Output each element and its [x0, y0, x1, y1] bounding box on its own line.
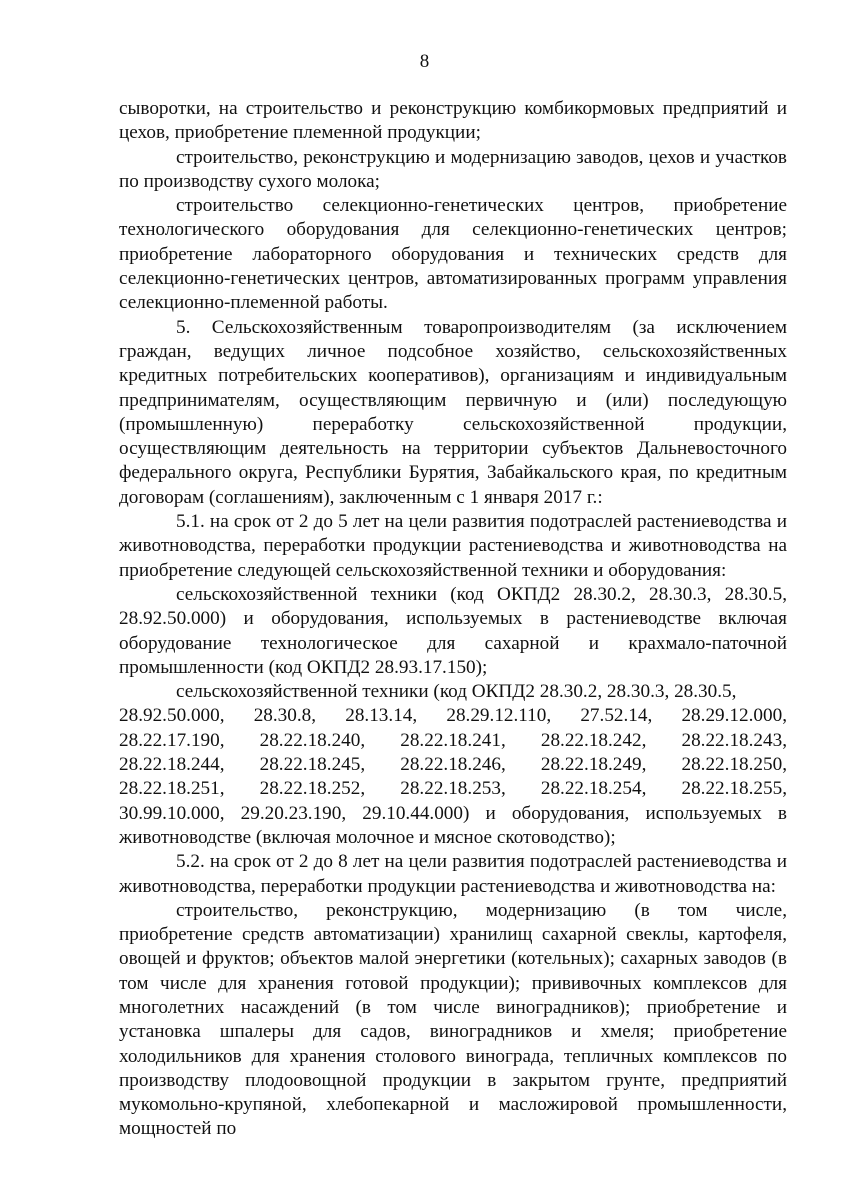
paragraph-selection-genetic-centers: строительство селекционно-генетических центров, приобретение технологического оборудования для селекционно-генетических центров; приобретение лабораторного оборудования и технических средств для селекционно-генетических центров, автоматизированных программ управления селекционно-племенной работы. [119, 195, 787, 314]
codes-tail: 30.99.10.000, 29.20.23.190, 29.10.44.000) и оборудования, используемых в животноводстве (включая молочное и мясное скотоводство); [119, 802, 787, 848]
codes-line: 28.92.50.000, 28.30.8, 28.13.14, 28.29.12.110, 27.52.14, 28.29.12.000, [119, 705, 787, 727]
codes-intro-line: сельскохозяйственной техники (код ОКПД2 28.30.2, 28.30.3, 28.30.5, [176, 681, 737, 703]
paragraph-item-5-1: 5.1. на срок от 2 до 5 лет на цели развития подотраслей растениеводства и животноводства, переработки продукции растениеводства и животноводства на приобретение следующей сельскохозяйственной техники и оборудования: [119, 511, 787, 581]
codes-line: 28.22.18.251, 28.22.18.252, 28.22.18.253, 28.22.18.254, 28.22.18.255, [119, 778, 787, 800]
paragraph-crop-machinery: сельскохозяйственной техники (код ОКПД2 28.30.2, 28.30.3, 28.30.5, 28.92.50.000) и оборудования, используемых в растениеводстве включая оборудование технологическое для сахарной и крахмало-паточной промышленности (код ОКПД2 28.93.17.150); [119, 583, 787, 678]
paragraph-dry-milk-plants: строительство, реконструкцию и модернизацию заводов, цехов и участков по производству сухого молока; [119, 146, 787, 192]
paragraph-construction-list: строительство, реконструкцию, модернизацию (в том числе, приобретение средств автоматизации) хранилищ сахарной свеклы, картофеля, овощей и фруктов; объектов малой энергетики (котельных); сахарных заводов (в том числе для хранения готовой продукции); прививочных комплексов для многолетних насаждений (в том числе виноградников); приобретение и установка шпалеры для садов, виноградников и хмеля; приобретение холодильников для хранения столового винограда, тепличных комплексов по производству плодоовощной продукции в закрытом грунте, предприятий мукомольно-крупяной, хлебопекарной и масложировой промышленности, мощностей по [119, 899, 787, 1140]
codes-line: 28.22.17.190, 28.22.18.240, 28.22.18.241, 28.22.18.242, 28.22.18.243, [119, 729, 787, 751]
paragraph-continuation-whey: сыворотки, на строительство и реконструкцию комбикормовых предприятий и цехов, приобретение племенной продукции; [119, 98, 787, 144]
paragraph-item-5: 5. Сельскохозяйственным товаропроизводителям (за исключением граждан, ведущих личное подсобное хозяйство, сельскохозяйственных кредитных потребительских кооперативов), организациям и индивидуальным предпринимателям, осуществляющим первичную и (или) последующую (промышленную) переработку сельскохозяйственной продукции, осуществляющим деятельность на территории субъектов Дальневосточного федерального округа, Республики Бурятия, Забайкальского края, по кредитным договорам (соглашениям), заключенным с 1 января 2017 г.: [119, 316, 787, 508]
livestock-machinery-codes [119, 680, 787, 850]
document-body [119, 97, 787, 1142]
paragraph-item-5-2: 5.2. на срок от 2 до 8 лет на цели развития подотраслей растениеводства и животноводства, переработки продукции растениеводства и животноводства на: [119, 851, 787, 897]
page-number: 8 [419, 51, 430, 72]
codes-line: 28.22.18.244, 28.22.18.245, 28.22.18.246, 28.22.18.249, 28.22.18.250, [119, 754, 787, 776]
